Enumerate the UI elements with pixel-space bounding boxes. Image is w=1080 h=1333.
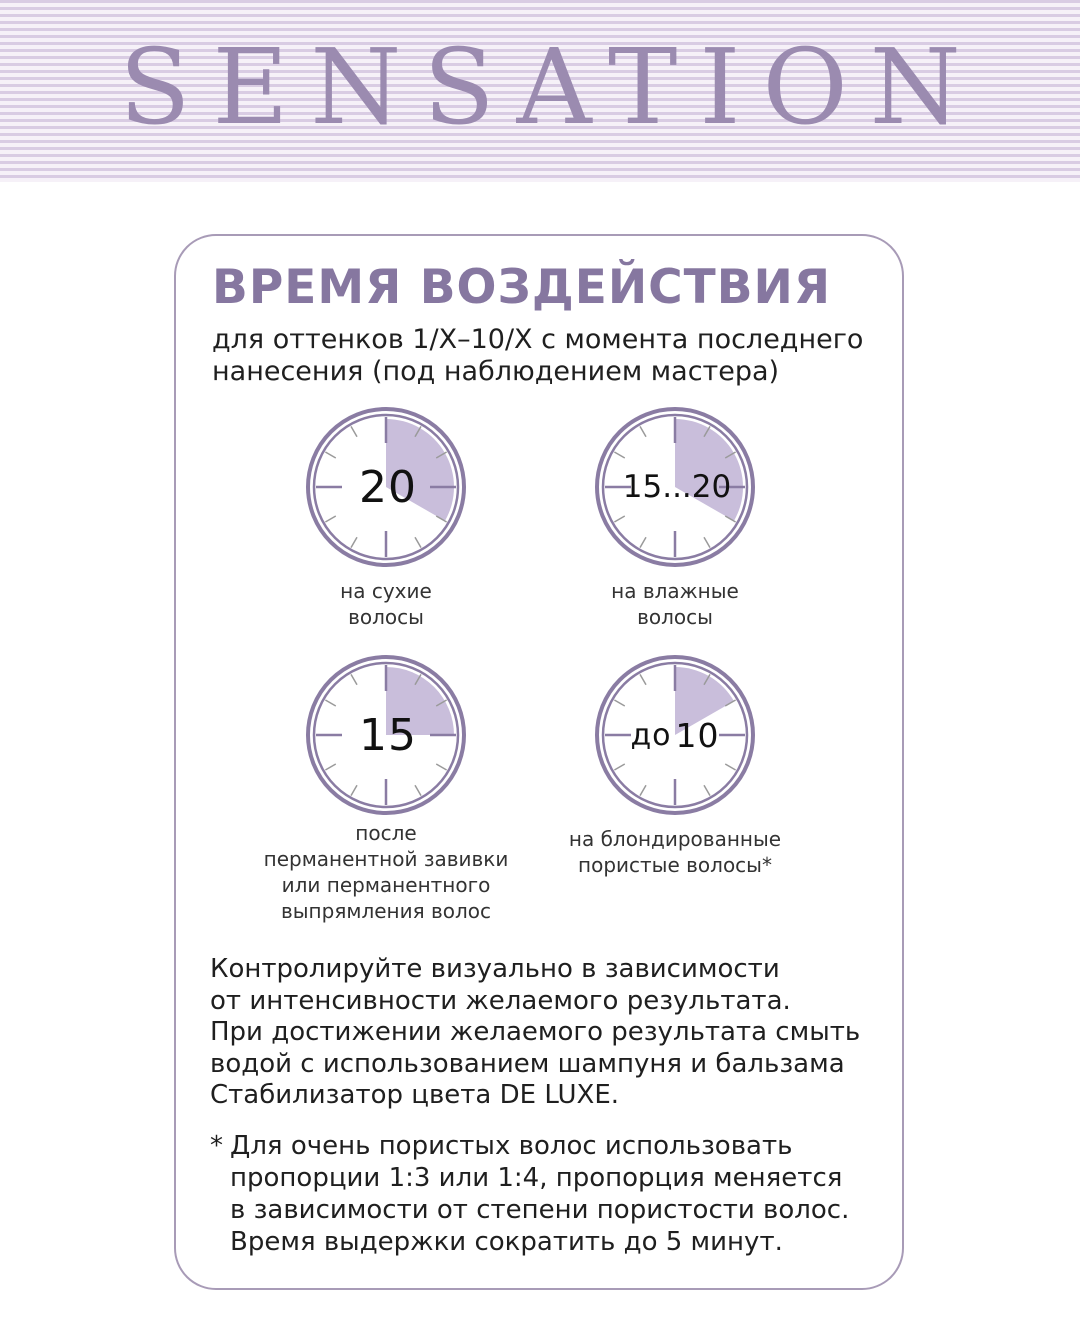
instructions-line: При достижении желаемого результата смыть — [210, 1017, 861, 1047]
caption-line: перманентной завивки — [263, 847, 509, 871]
header-band — [0, 0, 1080, 182]
timer-value — [305, 654, 467, 816]
caption-line: после — [355, 821, 417, 845]
footnote-text — [230, 1130, 890, 1258]
footnote-line: Для очень пористых волос использовать — [230, 1131, 793, 1161]
caption-line: или перманентного — [281, 873, 491, 897]
timer-caption — [236, 820, 536, 924]
exposure-time-card — [174, 234, 904, 1290]
footnote-line: пропорции 1:3 или 1:4, пропорция меняется — [230, 1163, 843, 1193]
footnote-asterisk: * — [210, 1131, 223, 1161]
instructions-line: водой с использованием шампуня и бальзама — [210, 1048, 845, 1079]
footnote-line: Время выдержки сократить до 5 минут. — [230, 1227, 783, 1257]
instructions-line: Контролируйте визуально в зависимости — [210, 954, 780, 984]
instructions-line: Стабилизатор цвета DE LUXE. — [210, 1080, 620, 1110]
timer-caption — [525, 826, 825, 878]
caption-line: пористые волосы* — [578, 853, 772, 877]
timer-caption — [525, 578, 825, 630]
caption-line: на влажные — [611, 579, 739, 603]
card-subtitle — [212, 324, 882, 388]
footnote-line: в зависимости от степени пористости волос. — [230, 1195, 850, 1225]
instructions-line: от интенсивности желаемого результата. — [210, 985, 791, 1016]
subtitle-line: для оттенков 1/X–10/X с момента последнего — [212, 324, 864, 355]
timer-prefix: до — [630, 717, 672, 753]
caption-line: на блондированные — [568, 827, 782, 851]
card-title: ВРЕМЯ ВОЗДЕЙСТВИЯ — [212, 260, 832, 315]
timer-value — [594, 406, 756, 568]
timer-value — [594, 654, 756, 816]
timer-minutes: 20 — [359, 461, 417, 513]
instructions-text — [210, 954, 890, 1112]
timer-minutes: 10 — [675, 715, 720, 755]
caption-line: на сухие — [340, 579, 432, 603]
timer-value — [305, 406, 467, 568]
caption-line: выпрямления волос — [280, 899, 492, 923]
caption-line: волосы — [348, 605, 424, 629]
caption-line: волосы — [637, 605, 713, 629]
timer-caption — [236, 578, 536, 630]
timer-minutes: 15 — [359, 709, 417, 761]
brand-logo: SENSATION — [119, 26, 983, 148]
timer-minutes: 15...20 — [622, 469, 732, 505]
subtitle-line: нанесения (под наблюдением мастера) — [212, 356, 780, 387]
